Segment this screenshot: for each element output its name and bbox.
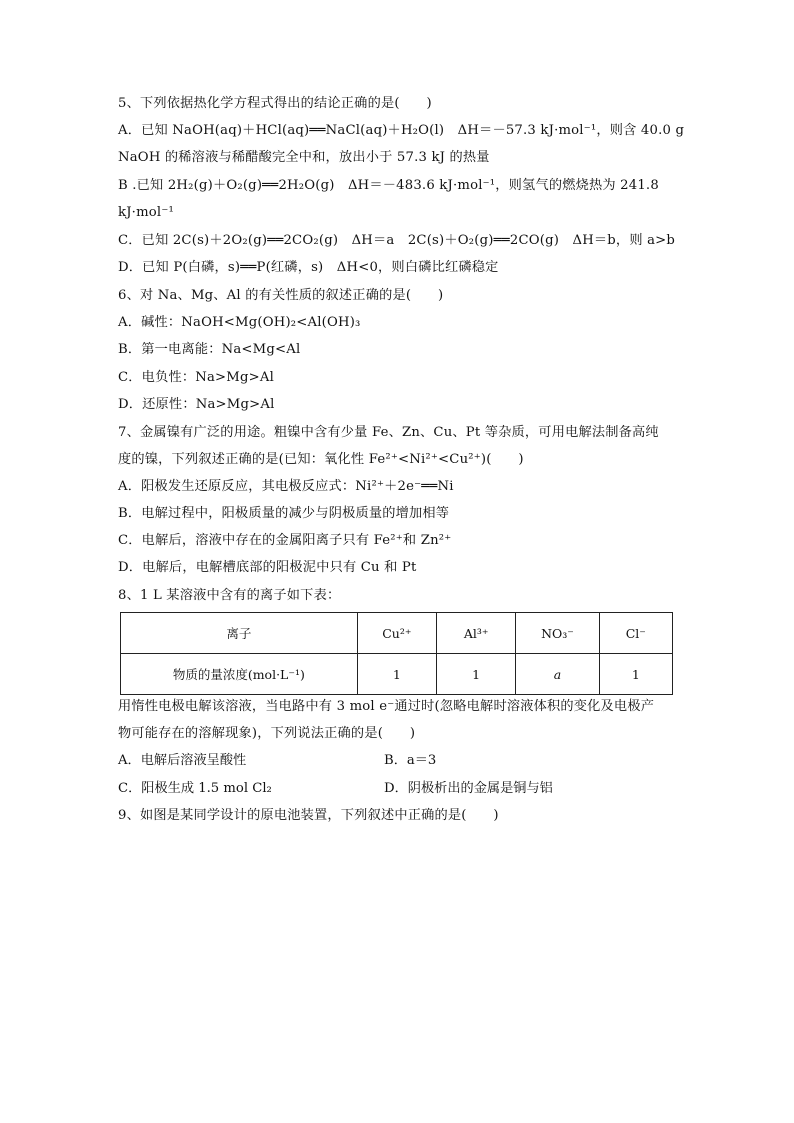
question-7-option-b: B．电解过程中，阳极质量的减少与阴极质量的增加相等 [118, 506, 450, 521]
table-cell: 物质的量浓度(mol·L⁻¹) [121, 654, 358, 695]
table-row [121, 654, 673, 695]
question-7-stem-line2: 度的镍，下列叙述正确的是(已知：氧化性 Fe²⁺<Ni²⁺<Cu²⁺)( ) [118, 452, 524, 467]
question-8-option-c: C．阳极生成 1.5 mol Cl₂ [118, 781, 272, 796]
question-8-text-line1: 用惰性电极电解该溶液，当电路中有 3 mol e⁻通过时(忽略电解时溶液体积的变化及电极产 [118, 699, 655, 714]
question-6-option-d: D．还原性：Na>Mg>Al [118, 397, 275, 412]
question-7-option-d: D．电解后，电解槽底部的阳极泥中只有 Cu 和 Pt [118, 560, 417, 575]
table-header-cell: Al³⁺ [437, 613, 516, 654]
question-5-option-c: C．已知 2C(s)＋2O₂(g)══2CO₂(g) ΔH＝a 2C(s)＋O₂(g)══2CO(g) ΔH＝b，则 a>b [118, 233, 676, 248]
table-header-cell: Cu²⁺ [357, 613, 436, 654]
question-5-option-b-line2: kJ·mol⁻¹ [118, 205, 174, 220]
table-cell: a [516, 654, 599, 695]
table-header-cell: 离子 [121, 613, 358, 654]
question-5-option-b-line1: B .已知 2H₂(g)＋O₂(g)══2H₂O(g) ΔH＝－483.6 kJ·mol⁻¹，则氢气的燃烧热为 241.8 [118, 178, 659, 193]
table-header-cell: Cl⁻ [599, 613, 672, 654]
table-cell: 1 [437, 654, 516, 695]
table-header-cell: NO₃⁻ [516, 613, 599, 654]
question-8-stem: 8、1 L 某溶液中含有的离子如下表： [118, 588, 341, 603]
table-cell: 1 [357, 654, 436, 695]
question-8-text-line2: 物可能存在的溶解现象)，下列说法正确的是( ) [118, 726, 416, 741]
question-6-option-c: C．电负性：Na>Mg>Al [118, 370, 275, 385]
table-cell: 1 [599, 654, 672, 695]
table-row [121, 613, 673, 654]
question-7-option-c: C．电解后，溶液中存在的金属阳离子只有 Fe²⁺和 Zn²⁺ [118, 533, 452, 548]
question-7-option-a: A．阳极发生还原反应，其电极反应式：Ni²⁺＋2e⁻══Ni [118, 479, 454, 494]
question-5-option-d: D．已知 P(白磷，s)══P(红磷，s) ΔH<0，则白磷比红磷稳定 [118, 260, 499, 275]
question-6-option-a: A．碱性：NaOH<Mg(OH)₂<Al(OH)₃ [118, 315, 361, 330]
question-6-stem: 6、对 Na、Mg、Al 的有关性质的叙述正确的是( ) [118, 288, 444, 303]
question-5-option-a-line1: A．已知 NaOH(aq)＋HCl(aq)══NaCl(aq)＋H₂O(l) ΔH＝－57.3 kJ·mol⁻¹，则含 40.0 g [118, 123, 685, 138]
question-9-stem: 9、如图是某同学设计的原电池装置，下列叙述中正确的是( ) [118, 808, 499, 823]
question-6-option-b: B．第一电离能：Na<Mg<Al [118, 342, 301, 357]
question-8-option-b: B．a＝3 [384, 753, 437, 768]
ion-concentration-table [120, 612, 673, 695]
question-8-option-a: A．电解后溶液呈酸性 [118, 753, 247, 768]
question-8-option-d: D．阴极析出的金属是铜与铝 [384, 781, 553, 796]
question-5-option-a-line2: NaOH 的稀溶液与稀醋酸完全中和，放出小于 57.3 kJ 的热量 [118, 150, 490, 165]
question-7-stem-line1: 7、金属镍有广泛的用途。粗镍中含有少量 Fe、Zn、Cu、Pt 等杂质，可用电解法制备高纯 [118, 425, 659, 440]
question-5-stem: 5、下列依据热化学方程式得出的结论正确的是( ) [118, 96, 432, 111]
